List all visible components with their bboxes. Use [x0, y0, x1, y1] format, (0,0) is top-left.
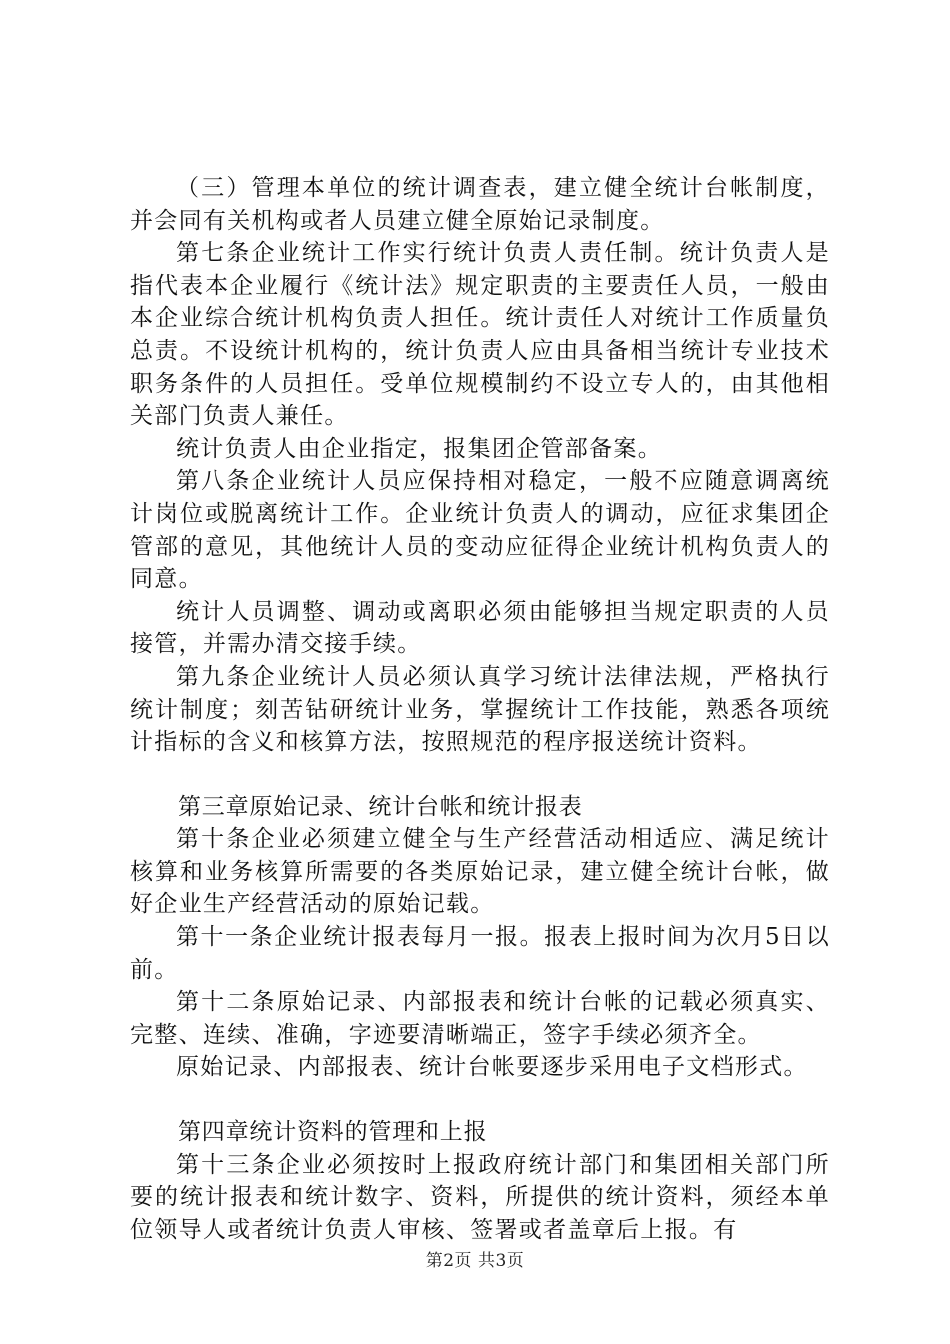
section-spacer	[130, 759, 830, 791]
page-number-footer: 第2页 共3页	[425, 1251, 525, 1271]
paragraph: （三）管理本单位的统计调查表，建立健全统计台帐制度，并会同有关机构或者人员建立健全原始记录制度。	[130, 175, 830, 234]
paragraph: 第十一条企业统计报表每月一报。报表上报时间为次月5日以前。	[130, 924, 830, 983]
chapter-heading: 第四章统计资料的管理和上报	[178, 1119, 488, 1146]
paragraph: 第八条企业统计人员应保持相对稳定，一般不应随意调离统计岗位或脱离统计工作。企业统计负责人的调动，应征求集团企管部的意见，其他统计人员的变动应征得企业统计机构负责人的同意。	[130, 468, 830, 593]
paragraph: 第十条企业必须建立健全与生产经营活动相适应、满足统计核算和业务核算所需要的各类原始记录，建立健全统计台帐，做好企业生产经营活动的原始记载。	[130, 826, 830, 918]
paragraph: 统计负责人由企业指定，报集团企管部备案。	[176, 435, 662, 462]
paragraph: 原始记录、内部报表、统计台帐要逐步采用电子文档形式。	[176, 1054, 808, 1081]
paragraph: 统计人员调整、调动或离职必须由能够担当规定职责的人员接管，并需办清交接手续。	[130, 598, 830, 658]
section-spacer	[130, 1084, 830, 1116]
chapter-heading: 第三章原始记录、统计台帐和统计报表	[178, 793, 583, 820]
document-body	[130, 172, 830, 1246]
paragraph: 第九条企业统计人员必须认真学习统计法律法规，严格执行统计制度；刻苦钻研统计业务，掌握统计工作技能，熟悉各项统计指标的含义和核算方法，按照规范的程序报送统计资料。	[130, 663, 830, 756]
paragraph: 第十二条原始记录、内部报表和统计台帐的记载必须真实、完整、连续、准确，字迹要清晰端正，签字手续必须齐全。	[130, 989, 830, 1048]
paragraph: 第七条企业统计工作实行统计负责人责任制。统计负责人是指代表本企业履行《统计法》规定职责的主要责任人员，一般由本企业综合统计机构负责人担任。统计责任人对统计工作质量负总责。不设统计机构的，统计负责人应由具备相当统计专业技术职务条件的人员担任。受单位规模制约不设立专人的，由其他相关部门负责人兼任。	[130, 240, 830, 430]
paragraph: 第十三条企业必须按时上报政府统计部门和集团相关部门所要的统计报表和统计数字、资料，所提供的统计资料，须经本单位领导人或者统计负责人审核、签署或者盖章后上报。有	[130, 1151, 830, 1243]
